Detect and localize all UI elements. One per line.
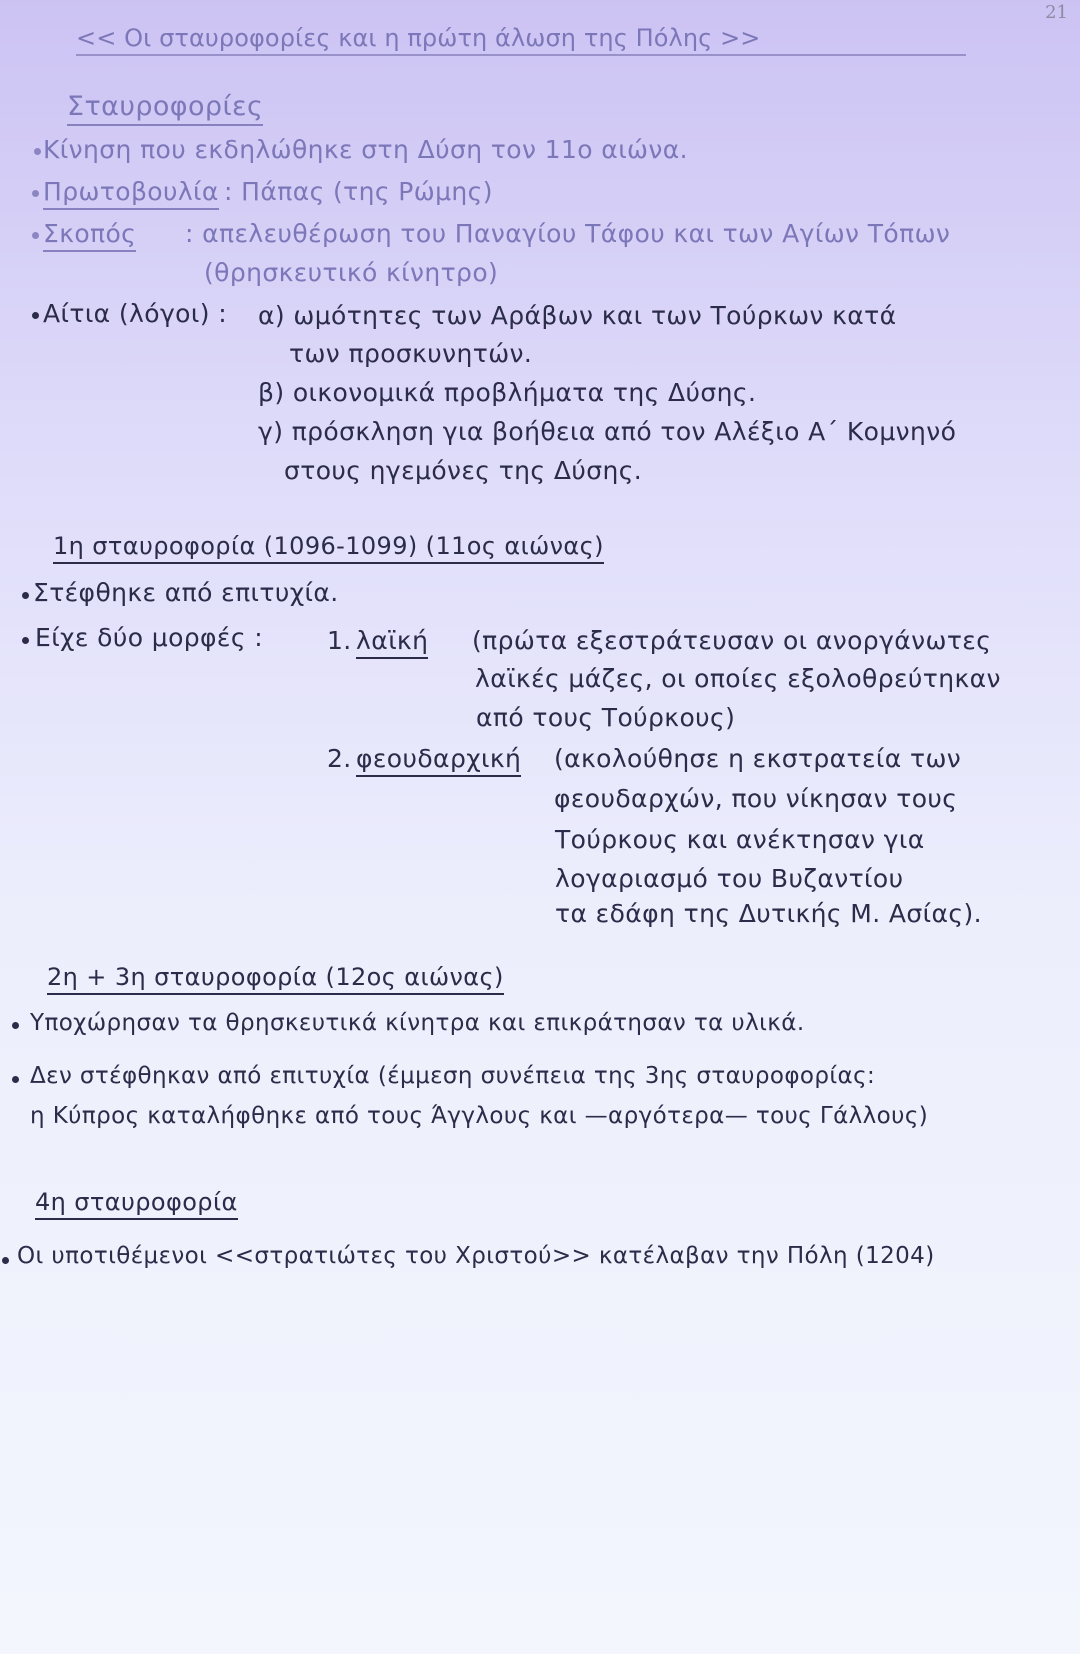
second-third-crusade-bullet-2-line-1: Δεν στέφθηκαν από επιτυχία (έμμεση συνέπεια της 3ης σταυροφορίας:	[30, 1063, 876, 1089]
cause-b: β) οικονομικά προβλήματα της Δύσης.	[258, 378, 757, 407]
first-crusade-success: Στέφθηκε από επιτυχία.	[33, 578, 339, 607]
form-1-line-3: από τους Τούρκους)	[476, 703, 736, 732]
causes-label: Αίτια (λόγοι) :	[43, 299, 228, 328]
cause-c-line-2: στους ηγεμόνες της Δύσης.	[284, 456, 643, 485]
fourth-crusade-heading: 4η σταυροφορία	[35, 1188, 238, 1220]
form-2-line-1: (ακολούθησε η εκστρατεία των	[554, 744, 962, 773]
goal-text-continuation: (θρησκευτικό κίνητρο)	[204, 258, 499, 287]
form-2-number: 2.	[327, 744, 352, 773]
second-third-crusade-heading: 2η + 3η σταυροφορία (12ος αιώνας)	[47, 963, 504, 995]
bullet-icon	[2, 1257, 9, 1264]
goal-label: Σκοπός	[43, 219, 136, 252]
page-number: 21	[1045, 2, 1068, 23]
crusades-heading: Σταυροφορίες	[67, 91, 263, 126]
bullet-icon	[32, 312, 39, 319]
bullet-icon	[22, 592, 29, 599]
forms-label: Είχε δύο μορφές :	[35, 623, 264, 652]
form-2-line-5: τα εδάφη της Δυτικής Μ. Ασίας).	[555, 899, 982, 928]
fourth-crusade-bullet-1: Οι υποτιθέμενοι <<στρατιώτες του Χριστού>> κατέλαβαν την Πόλη (1204)	[17, 1243, 935, 1269]
form-1-line-1: (πρώτα εξεστράτευσαν οι ανοργάνωτες	[472, 626, 992, 655]
goal-text: : απελευθέρωση του Παναγίου Τάφου και των Αγίων Τόπων	[185, 219, 951, 248]
bullet-icon	[32, 232, 39, 239]
page-title: << Οι σταυροφορίες και η πρώτη άλωση της Πόλης >>	[76, 24, 966, 56]
bullet-icon	[22, 637, 29, 644]
form-1-line-2: λαϊκές μάζες, οι οποίες εξολοθρεύτηκαν	[475, 664, 1001, 693]
bullet-icon	[12, 1076, 19, 1083]
cause-a-line-2: των προσκυνητών.	[289, 339, 533, 368]
bullet-icon	[12, 1022, 19, 1029]
bullet-icon	[34, 148, 41, 155]
form-1-label: λαϊκή	[356, 626, 428, 659]
initiative-text: : Πάπας (της Ρώμης)	[224, 177, 493, 206]
movement-text: Κίνηση που εκδηλώθηκε στη Δύση τον 11ο αιώνα.	[43, 135, 688, 164]
second-third-crusade-bullet-2-line-2: η Κύπρος καταλήφθηκε από τους Άγγλους και —αργότερα— τους Γάλλους)	[30, 1103, 929, 1129]
form-2-line-2: φεουδαρχών, που νίκησαν τους	[554, 784, 958, 813]
form-2-label: φεουδαρχική	[356, 744, 521, 777]
first-crusade-heading: 1η σταυροφορία (1096-1099) (11ος αιώνας)	[53, 532, 604, 564]
form-2-line-3: Τούρκους και ανέκτησαν για	[555, 825, 925, 854]
second-third-crusade-bullet-1: Υποχώρησαν τα θρησκευτικά κίνητρα και επικράτησαν τα υλικά.	[30, 1010, 805, 1036]
cause-a-line-1: α) ωμότητες των Αράβων και των Τούρκων κατά	[258, 301, 897, 330]
bullet-icon	[32, 190, 39, 197]
cause-c-line-1: γ) πρόσκληση για βοήθεια από τον Αλέξιο Α΄ Κομνηνό	[258, 417, 957, 446]
form-1-number: 1.	[327, 626, 352, 655]
initiative-label: Πρωτοβουλία	[43, 177, 219, 210]
form-2-line-4: λογαριασμό του Βυζαντίου	[555, 864, 904, 893]
